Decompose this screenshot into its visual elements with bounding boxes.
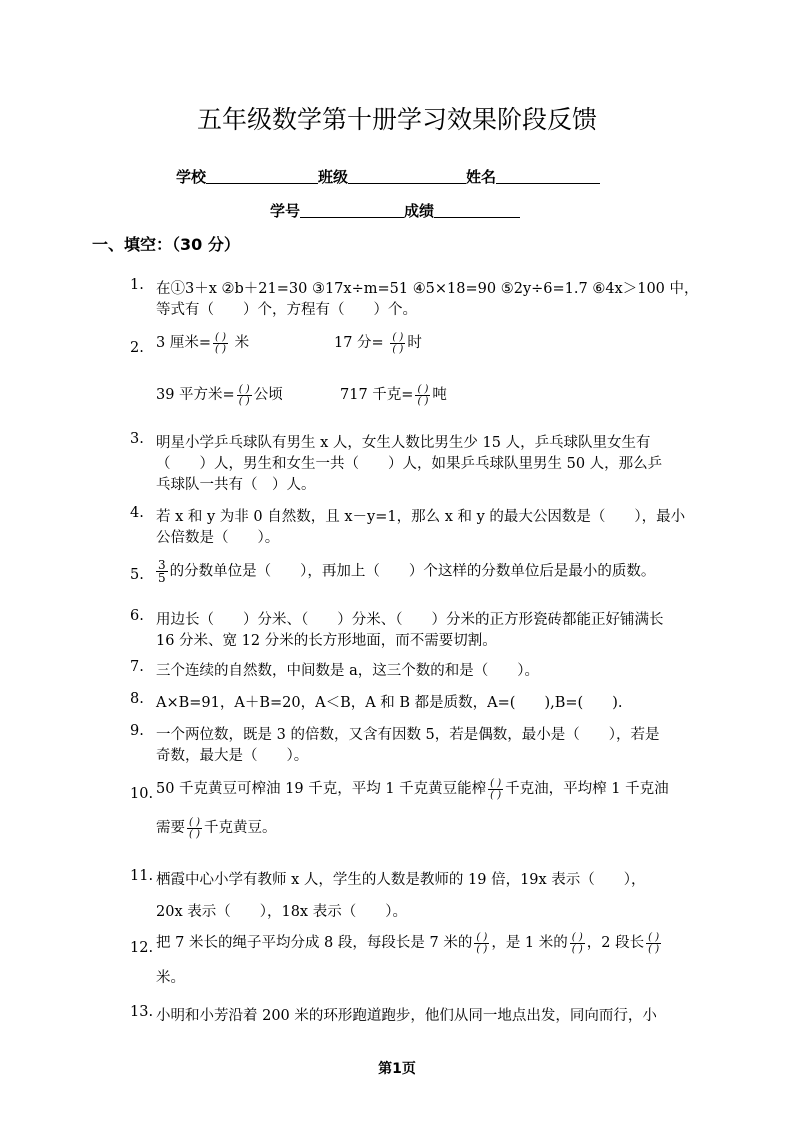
blank-fraction[interactable]: $\frac{( )}{( )}$ xyxy=(490,777,502,801)
question-text: 在①3＋x ②b＋21=30 ③17x÷m=51 ④5×18=90 ⑤2y÷6=1.7 ⑥4x＞100 中， xyxy=(156,281,699,297)
school-label: 学校 xyxy=(176,168,207,186)
score-blank[interactable] xyxy=(434,202,520,218)
class-blank[interactable] xyxy=(348,168,466,184)
question-text: 3 厘米= $\frac{( )}{( )}$ 米 xyxy=(156,331,250,355)
info-row-2 xyxy=(270,200,520,221)
question-number: 4. xyxy=(130,505,144,521)
question-number: 9. xyxy=(130,723,144,739)
question-number: 12. xyxy=(130,940,154,956)
info-row-1 xyxy=(176,166,600,187)
question-text: 等式有（ ）个，方程有（ ）个。 xyxy=(156,302,417,318)
question-text: 39 平方米= $\frac{( )}{( )}$ 公顷 xyxy=(156,383,283,407)
question-text: A×B=91，A＋B=20，A＜B，A 和 B 都是质数，A=( ),B=( ). xyxy=(156,695,623,711)
question-text: 20x 表示（ ），18x 表示（ ）。 xyxy=(156,904,407,920)
question-number: 3. xyxy=(130,431,144,447)
question-number: 8. xyxy=(130,691,144,707)
blank-fraction[interactable]: $\frac{( )}{( )}$ xyxy=(571,931,583,955)
blank-fraction[interactable]: $\frac{( )}{( )}$ xyxy=(392,331,404,355)
question-text: （ ）人，男生和女生一共（ ）人，如果乒乓球队里男生 50 人，那么乒 xyxy=(156,456,663,472)
page-number: 第1页 xyxy=(378,1061,416,1077)
blank-fraction[interactable]: $\frac{( )}{( )}$ xyxy=(648,931,660,955)
question-text: 小明和小芳沿着 200 米的环形跑道跑步，他们从同一地点出发，同向而行，小 xyxy=(156,1008,657,1024)
score-label: 成绩 xyxy=(404,202,435,220)
question-number: 5. xyxy=(130,567,144,583)
number-label: 学号 xyxy=(270,202,301,220)
question-text: 若 x 和 y 为非 0 自然数，且 x－y=1，那么 x 和 y 的最大公因数是（ ），最小 xyxy=(156,509,686,525)
question-number: 10. xyxy=(130,786,154,802)
blank-fraction[interactable]: $\frac{( )}{( )}$ xyxy=(214,331,226,355)
question-text: 一个两位数，既是 3 的倍数，又含有因数 5，若是偶数，最小是（ ），若是 xyxy=(156,727,660,743)
question-text: 717 千克= $\frac{( )}{( )}$ 吨 xyxy=(340,383,447,407)
question-text: 明星小学乒乓球队有男生 x 人，女生人数比男生少 15 人，乒乓球队里女生有 xyxy=(156,435,651,451)
question-text: 17 分= $\frac{( )}{( )}$ 时 xyxy=(334,331,422,355)
question-text: 用边长（ ）分米、（ ）分米、（ ）分米的正方形瓷砖都能正好铺满长 xyxy=(156,612,664,628)
fraction-3-5: $\frac{3}{5}$ xyxy=(158,558,166,585)
question-text: $\frac{3}{5}$ 的分数单位是（ ），再加上（ ）个这样的分数单位后是最小的质数。 xyxy=(158,558,656,585)
blank-fraction[interactable]: $\frac{( )}{( )}$ xyxy=(238,383,250,407)
question-number: 7. xyxy=(130,659,144,675)
question-text: 把 7 米长的绳子平均分成 8 段，每段长是 7 米的 $\frac{( )}{( )}$ ，是 1 米的 $\frac{( )}{( )}$ ，2 段长 $\frac{( )}{( )}$ xyxy=(156,931,660,955)
question-number: 13. xyxy=(130,1004,154,1020)
question-text: 公倍数是（ ）。 xyxy=(156,530,280,546)
blank-fraction[interactable]: $\frac{( )}{( )}$ xyxy=(189,816,200,840)
blank-fraction[interactable]: $\frac{( )}{( )}$ xyxy=(476,931,488,955)
question-text: 奇数，最大是（ ）。 xyxy=(156,748,309,764)
name-label: 姓名 xyxy=(466,168,497,186)
question-number: 1. xyxy=(130,277,144,293)
question-text: 三个连续的自然数，中间数是 a，这三个数的和是（ ）。 xyxy=(156,663,540,679)
number-blank[interactable] xyxy=(300,202,404,218)
class-label: 班级 xyxy=(318,168,349,186)
question-number: 11. xyxy=(130,868,154,884)
school-blank[interactable] xyxy=(206,168,318,184)
page-title: 五年级数学第十册学习效果阶段反馈 xyxy=(196,105,597,134)
question-text: 需要 $\frac{( )}{( )}$ 千克黄豆。 xyxy=(156,816,277,840)
question-text: 米。 xyxy=(156,970,185,986)
section-heading: 一、填空：（30 分） xyxy=(92,235,240,254)
question-text: 栖霞中心小学有教师 x 人，学生的人数是教师的 19 倍，19x 表示（ ）， xyxy=(156,872,646,888)
question-text: 16 分米、宽 12 分米的长方形地面，而不需要切割。 xyxy=(156,633,497,649)
question-number: 2. xyxy=(130,340,144,356)
question-number: 6. xyxy=(130,608,144,624)
question-text: 50 千克黄豆可榨油 19 千克，平均 1 千克黄豆能榨 $\frac{( )}{( )}$ 千克油，平均榨 1 千克油 xyxy=(156,777,669,801)
name-blank[interactable] xyxy=(496,168,600,184)
question-text: 乓球队一共有（ ）人。 xyxy=(156,477,316,493)
blank-fraction[interactable]: $\frac{( )}{( )}$ xyxy=(417,383,429,407)
